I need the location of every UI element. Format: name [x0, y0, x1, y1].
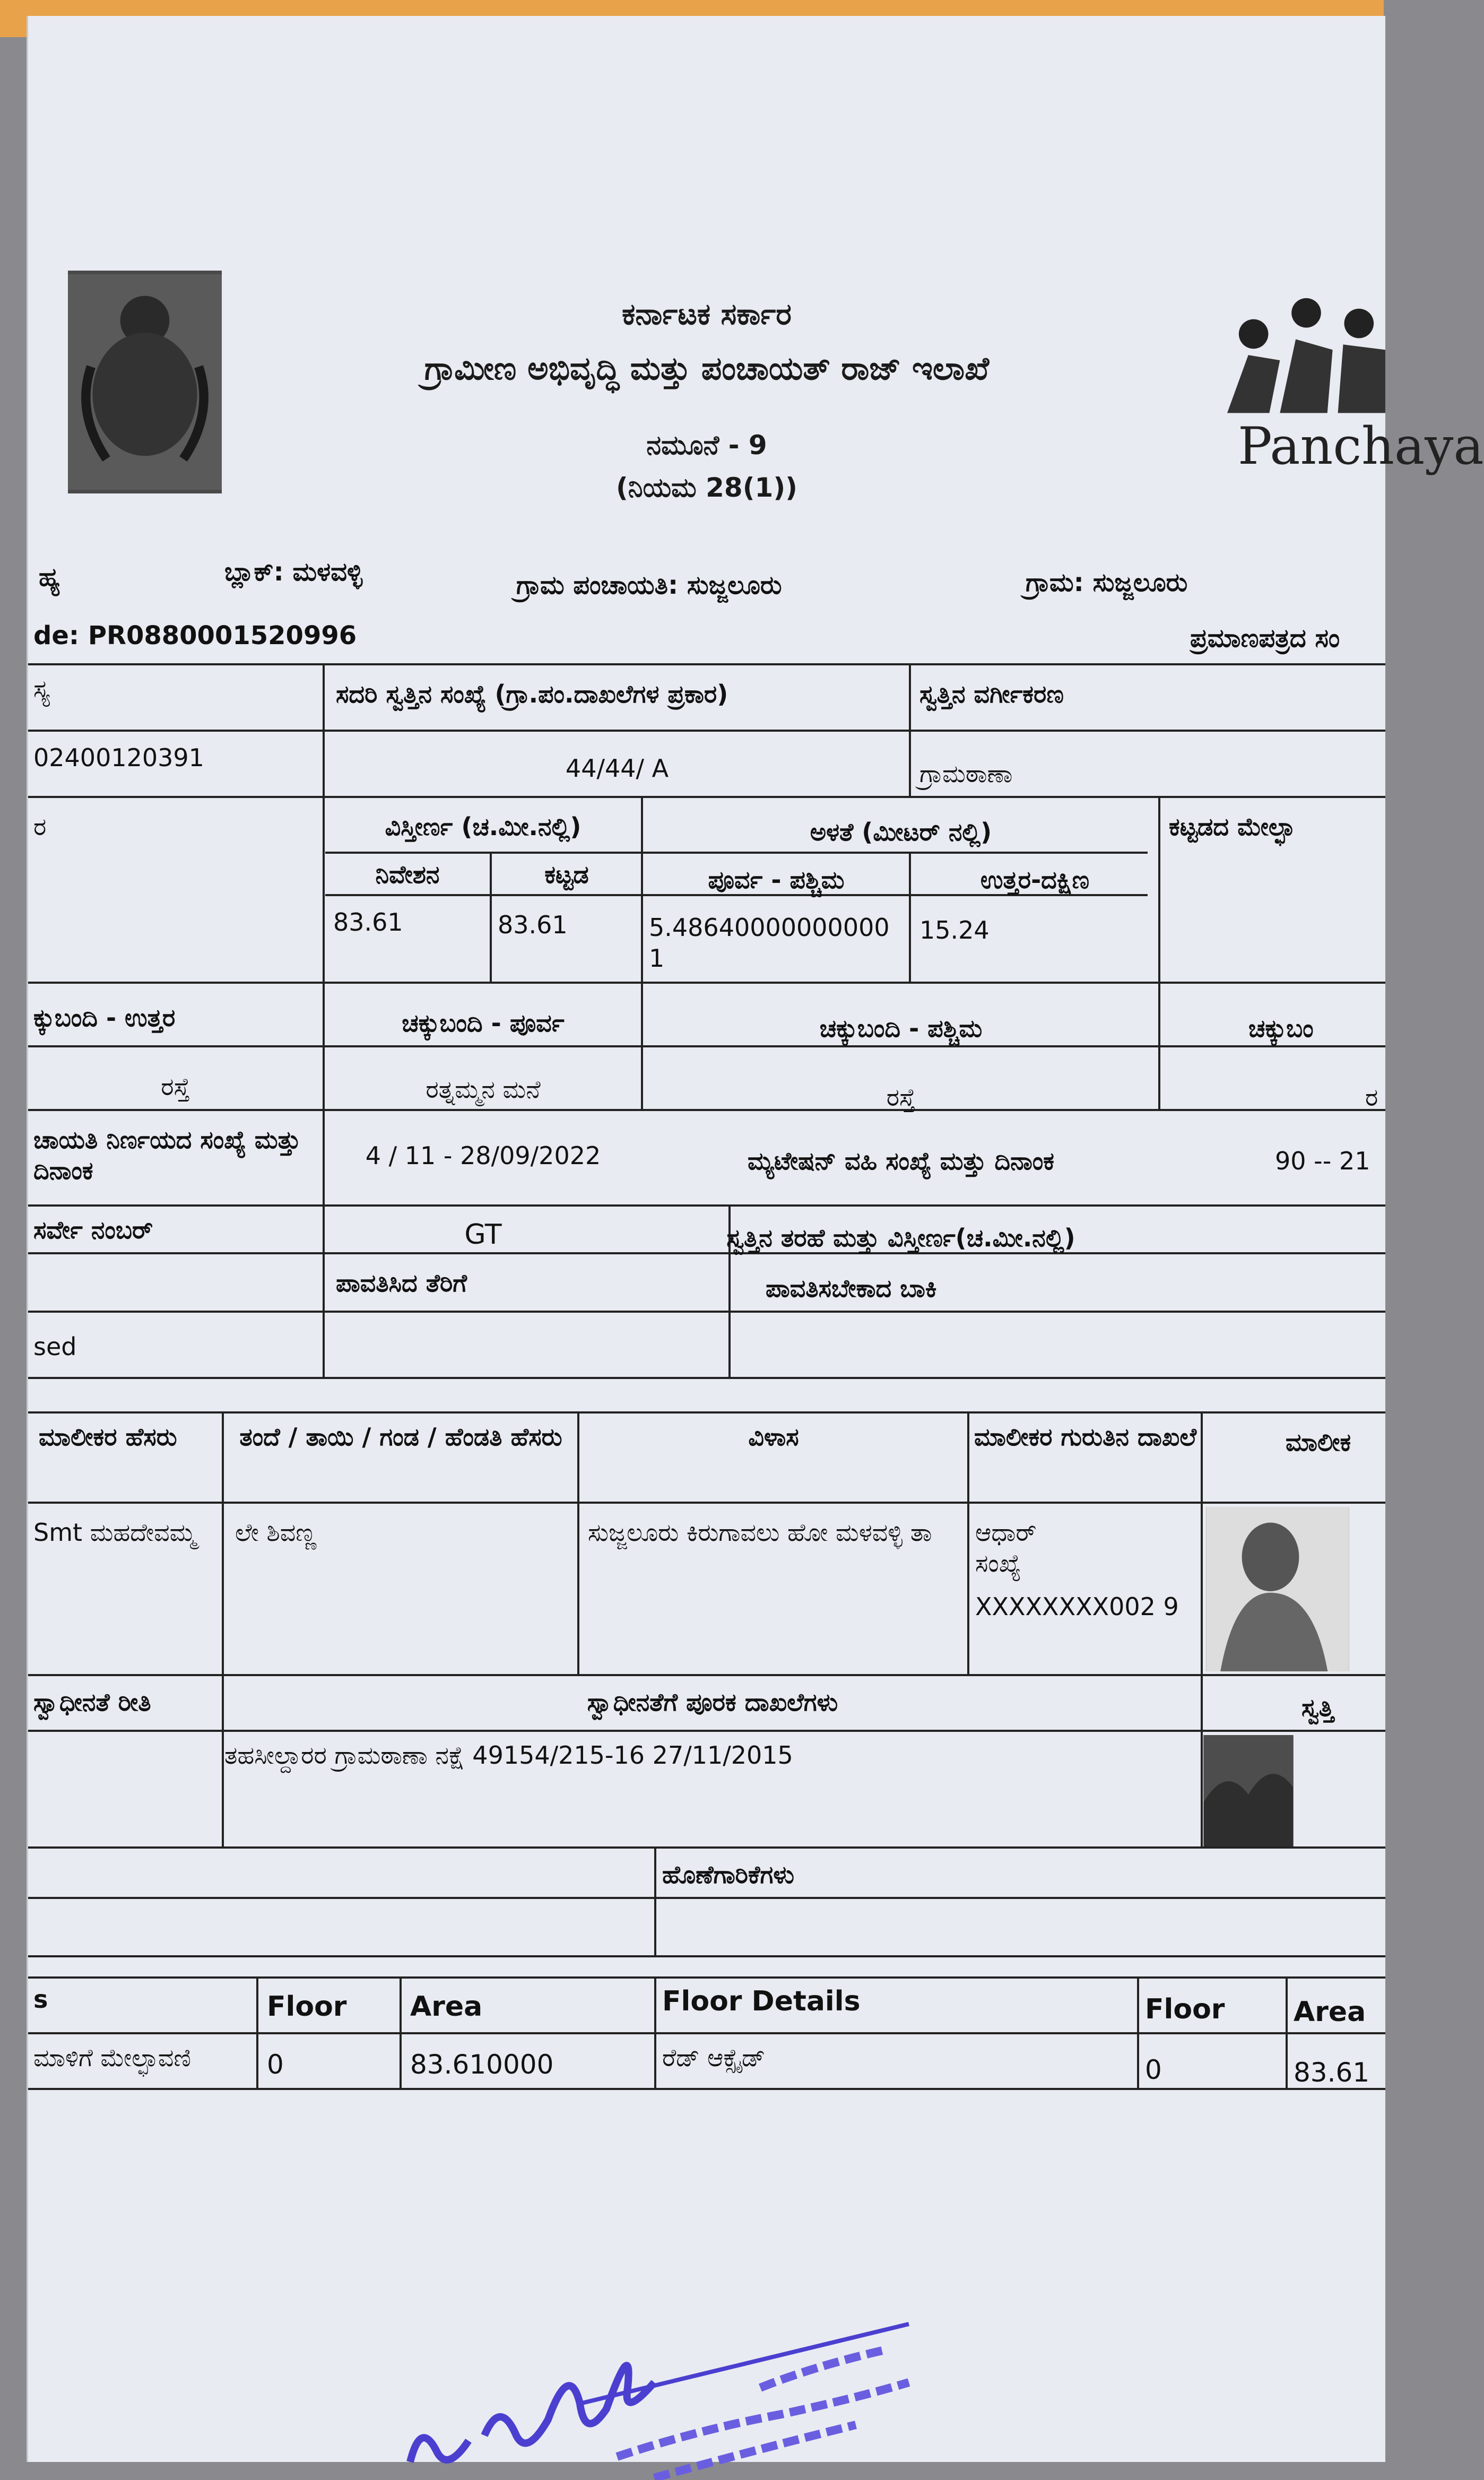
building-roof-header: ಕಟ್ಟಡದ ಮೇಲ್ಛಾ: [1169, 812, 1295, 841]
certificate-label: ಪ್ರಮಾಣಪತ್ರದ ಸಂ: [1190, 623, 1340, 653]
row2-label: ರ: [33, 812, 47, 841]
logo-text: Panchaya: [1238, 417, 1484, 476]
classification-value: ಗ್ರಾಮಠಾಣಾ: [919, 759, 1013, 788]
floor-details-header: Floor Details: [662, 1985, 861, 2017]
possession-docs-header: ಸ್ವಾಧೀನತೆಗೆ ಪೂರಕ ದಾಖಲೆಗಳು: [587, 1688, 838, 1716]
east-west-header: ಪೂರ್ವ - ಪಶ್ಚಿಮ: [708, 865, 845, 894]
floor-header: Floor: [267, 1991, 347, 2023]
row6-label: sed: [33, 1332, 77, 1361]
rule-title: (ನಿಯಮ 28(1)): [615, 472, 798, 503]
property-type-label: ಸ್ವತ್ತಿನ ತರಹೆ ಮತ್ತು ವಿಸ್ತೀರ್ಣ(ಚ.ಮೀ.ನಲ್ಲಿ): [726, 1224, 1075, 1252]
owner-photo-header: ಮಾಲೀಕ: [1286, 1428, 1351, 1456]
official-signature-stamp: [378, 2228, 1015, 2478]
building-area-value: 83.61: [498, 911, 568, 939]
owner-id-header: ಮಾಲೀಕರ ಗುರುತಿನ ದಾಖಲೆ: [974, 1423, 1197, 1451]
document-page: [27, 16, 1484, 2462]
tax-paid-label: ಪಾವತಿಸಿದ ತೆರಿಗೆ: [336, 1269, 467, 1297]
boundary-west-label: ಚಕ್ಕುಬಂದಿ - ಪಶ್ಚಿಮ: [819, 1014, 983, 1043]
aadhaar-number: XXXXXXXX002 9: [975, 1592, 1179, 1621]
boundary-south-label: ಚಕ್ಕುಬಂ: [1248, 1014, 1314, 1043]
village-label: ಗ್ರಾಮ: ಸುಜ್ಜಲೂರು: [1026, 568, 1188, 597]
floor-row-label: ಮಾಳಿಗೆ ಮೇಲ್ಛಾವಣಿ: [33, 2043, 191, 2072]
boundary-north-value: ರಸ್ತೆ: [161, 1072, 190, 1101]
area-header-floor: Area: [410, 1991, 483, 2023]
owner-photo: [1206, 1507, 1349, 1671]
north-south-value: 15.24: [919, 916, 990, 944]
owner-address: ಸುಜ್ಜಲೂರು ಕಿರುಗಾವಲು ಹೋ ಮಳವಳ್ಳಿ ತಾ: [588, 1518, 932, 1547]
mutation-value: 90 -- 21: [1275, 1147, 1370, 1175]
north-south-header: ಉತ್ತರ-ದಕ್ಷಿಣ: [980, 865, 1090, 894]
address-header: ವಿಳಾಸ: [748, 1423, 799, 1451]
owner-name-header: ಮಾಲೀಕರ ಹೆಸರು: [39, 1423, 177, 1451]
classification-header: ಸ್ವತ್ತಿನ ವರ್ಗೀಕರಣ: [919, 680, 1064, 708]
building-header: ಕಟ್ಟಡ: [544, 860, 589, 889]
tax-due-label: ಪಾವತಿಸಬೇಕಾದ ಬಾಕಿ: [766, 1274, 937, 1303]
property-number: 44/44/ A: [565, 754, 669, 783]
east-west-value: 5.48640000000000 1: [649, 913, 890, 973]
owner-name: Smt ಮಹದೇವಮ್ಮ: [33, 1518, 196, 1547]
property-id: 02400120391: [33, 743, 204, 772]
boundary-east-label: ಚಕ್ಕುಬಂದಿ - ಪೂರ್ವ: [402, 1009, 565, 1037]
info-left: ಹ್ಯ: [39, 562, 60, 592]
relation-name: ಲೇ ಶಿವಣ್ಣ: [235, 1518, 317, 1547]
govt-title: ಕರ್ನಾಟಕ ಸರ್ಕಾರ: [622, 297, 792, 332]
floor-row-details: ರೆಡ್ ಆಕ್ಸೈಡ್: [662, 2043, 766, 2072]
site-header: ನಿವೇಶನ: [375, 860, 440, 889]
site-area-value: 83.61: [333, 908, 403, 936]
survey-number-value: GT: [464, 1219, 502, 1251]
floor-row-floor: 0: [267, 2049, 284, 2080]
floor-row-area: 83.610000: [410, 2049, 554, 2080]
boundary-east-value: ರತ್ನಮ್ಮನ ಮನೆ: [426, 1075, 541, 1104]
dept-title: ಗ್ರಾಮೀಣ ಅಭಿವೃದ್ಧಿ ಮತ್ತು ಪಂಚಾಯತ್ ರಾಜ್ ಇಲಾಖೆ: [424, 350, 990, 387]
area-header: ವಿಸ್ತೀರ್ಣ (ಚ.ಮೀ.ನಲ್ಲಿ): [385, 812, 582, 841]
floor-row-area-2: 83.61: [1294, 2057, 1370, 2088]
property-photo-header: ಸ್ವತ್ತಿ: [1301, 1693, 1334, 1722]
aadhaar-label: ಆಧಾರ್ ಸಂಖ್ಯೆ: [975, 1518, 1037, 1577]
floor-row-floor-2: 0: [1145, 2054, 1162, 2085]
mutation-label: ಮ್ಯಟೇಷನ್ ವಹಿ ಸಂಖ್ಯೆ ಮತ್ತು ದಿನಾಂಕ: [747, 1147, 1055, 1175]
boundary-south-value: ರ: [1365, 1083, 1378, 1112]
floor-header-2: Floor: [1145, 1993, 1225, 2025]
panchayat-label: ಗ್ರಾಮ ಪಂಚಾಯತಿ: ಸುಜ್ಜಲೂರು: [516, 570, 782, 600]
form-title: ನಮೂನೆ - 9: [646, 430, 767, 461]
possession-document: ತಹಸೀಲ್ದಾರರ ಗ್ರಾಮಠಾಣಾ ನಕ್ಷೆ 49154/215-16 27/11/2015: [224, 1741, 793, 1770]
liabilities-header: ಹೊಣೆಗಾರಿಕೆಗಳು: [662, 1860, 794, 1889]
property-code: de: PR0880001520996: [33, 621, 357, 651]
boundary-north-label: ಕ್ಕುಬಂದಿ - ಉತ್ತರ: [33, 1003, 176, 1032]
row1-label: ಸ್ಯ: [33, 674, 50, 703]
area-header-2: Area: [1294, 1996, 1366, 2028]
relation-header: ತಂದೆ / ತಾಯಿ / ಗಂಡ / ಹೆಂಡತಿ ಹೆಸರು: [239, 1423, 562, 1451]
floor-type-header: s: [33, 1985, 48, 2014]
boundary-west-value: ರಸ್ತೆ: [886, 1083, 916, 1112]
resolution-value: 4 / 11 - 28/09/2022: [365, 1141, 601, 1170]
property-number-header: ಸದರಿ ಸ್ವತ್ತಿನ ಸಂಖ್ಯೆ (ಗ್ರಾ.ಪಂ.ದಾಖಲೆಗಳ ಪ್ರಕಾರ): [336, 680, 728, 708]
survey-number-label: ಸರ್ವೇ ನಂಬರ್: [33, 1216, 153, 1244]
taluk-label: ಬ್ಲಾಕ್: ಮಳವಳ್ಳಿ: [224, 557, 363, 587]
resolution-label: ಚಾಯತಿ ನಿರ್ಣಯದ ಸಂಖ್ಯೆ ಮತ್ತು ದಿನಾಂಕ: [33, 1125, 301, 1185]
property-photo: [1203, 1735, 1294, 1846]
dimension-header: ಅಳತೆ (ಮೀಟರ್ ನಲ್ಲಿ): [810, 818, 992, 846]
possession-method-header: ಸ್ವಾಧೀನತೆ ರೀತಿ: [33, 1688, 151, 1716]
